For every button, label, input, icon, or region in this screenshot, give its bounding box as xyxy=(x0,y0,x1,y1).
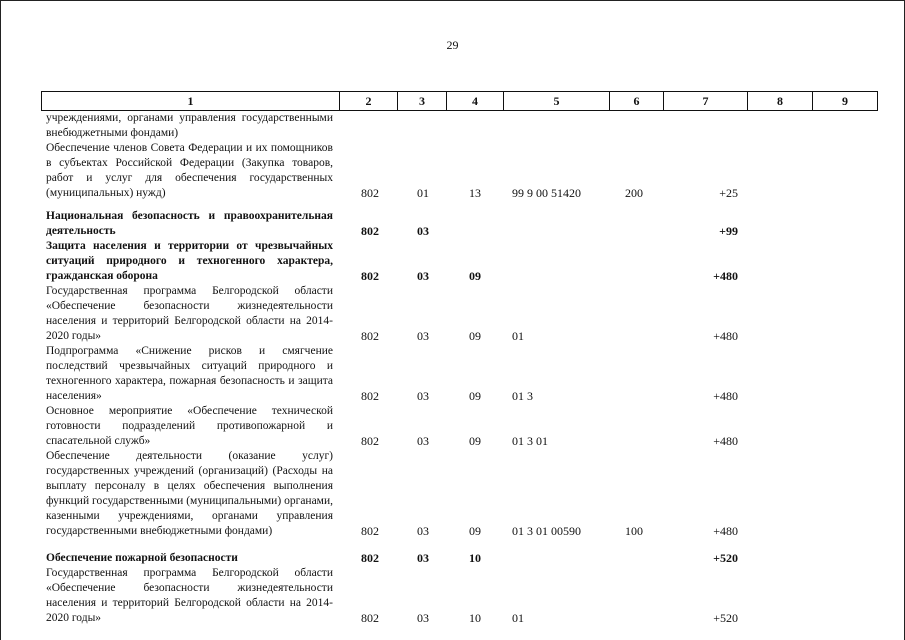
amount-change: +480 xyxy=(713,434,738,448)
table-row xyxy=(0,239,905,284)
amount-change: +480 xyxy=(713,269,738,283)
column-header-1: 1 xyxy=(42,92,340,111)
section-code: 03 xyxy=(417,389,429,403)
ministry-code: 802 xyxy=(361,551,379,565)
column-header-5: 5 xyxy=(504,92,610,111)
subsection-code: 09 xyxy=(469,329,481,343)
subsection-code: 10 xyxy=(469,551,481,565)
ministry-code: 802 xyxy=(361,269,379,283)
expense-type-code: 200 xyxy=(625,186,643,200)
table-row xyxy=(0,551,905,566)
column-header-2: 2 xyxy=(340,92,398,111)
subsection-code: 09 xyxy=(469,434,481,448)
table-row xyxy=(0,449,905,539)
section-code: 03 xyxy=(417,224,429,238)
subsection-code: 09 xyxy=(469,269,481,283)
amount-change: +25 xyxy=(719,186,738,200)
table-row xyxy=(0,566,905,626)
subsection-code: 13 xyxy=(469,186,481,200)
table-row xyxy=(0,344,905,404)
ministry-code: 802 xyxy=(361,524,379,538)
column-header-6: 6 xyxy=(610,92,664,111)
subsection-code: 10 xyxy=(469,611,481,625)
row-description: Обеспечение деятельности (оказание услуг) государственных учреждений (организаций) (Расходы на выплату персоналу в целях обеспечения выполнения функций государственными (муниципальными) органами, казенными учреждениями, органами управления государственными внебюджетными фондами) xyxy=(46,450,333,537)
target-article-code: 01 xyxy=(512,611,524,625)
ministry-code: 802 xyxy=(361,434,379,448)
target-article-code: 01 3 01 00590 xyxy=(512,524,581,538)
table-row xyxy=(0,141,905,201)
amount-change: +520 xyxy=(713,551,738,565)
page-border-top xyxy=(0,0,905,1)
amount-change: +480 xyxy=(713,524,738,538)
amount-change: +480 xyxy=(713,389,738,403)
section-code: 01 xyxy=(417,186,429,200)
row-description: Государственная программа Белгородской области «Обеспечение безопасности жизнедеятельности населения и территорий Белгородской области на 2014-2020 годы» xyxy=(46,285,333,342)
column-header-3: 3 xyxy=(398,92,447,111)
row-description: Основное мероприятие «Обеспечение технической готовности подразделений противопожарной и спасательной служб» xyxy=(46,405,333,447)
page-number: 29 xyxy=(446,38,459,52)
column-header-8: 8 xyxy=(748,92,813,111)
row-description: Защита населения и территории от чрезвычайных ситуаций природного и техногенного характера, гражданская оборона xyxy=(46,240,333,282)
ministry-code: 802 xyxy=(361,329,379,343)
section-code: 03 xyxy=(417,524,429,538)
column-header-9: 9 xyxy=(813,92,878,111)
table-row xyxy=(0,284,905,344)
row-description: Подпрограмма «Снижение рисков и смягчение последствий чрезвычайных ситуаций природного и техногенного характера, пожарная безопасность и защита населения» xyxy=(46,345,333,402)
section-code: 03 xyxy=(417,434,429,448)
target-article-code: 01 xyxy=(512,329,524,343)
column-header-4: 4 xyxy=(447,92,504,111)
subsection-code: 09 xyxy=(469,524,481,538)
table-row xyxy=(0,209,905,239)
ministry-code: 802 xyxy=(361,186,379,200)
row-description: Обеспечение членов Совета Федерации и их помощников в субъектах Российской Федерации (Закупка товаров, работ и услуг для обеспечения государственных (муниципальных) нужд) xyxy=(46,142,333,199)
ministry-code: 802 xyxy=(361,224,379,238)
subsection-code: 09 xyxy=(469,389,481,403)
row-description: Обеспечение пожарной безопасности xyxy=(46,552,238,564)
column-header-row xyxy=(41,91,878,111)
column-header-7: 7 xyxy=(664,92,748,111)
amount-change: +520 xyxy=(713,611,738,625)
budget-table-body xyxy=(0,111,905,626)
expense-type-code: 100 xyxy=(625,524,643,538)
target-article-code: 99 9 00 51420 xyxy=(512,186,581,200)
table-row xyxy=(0,111,905,141)
ministry-code: 802 xyxy=(361,389,379,403)
target-article-code: 01 3 01 xyxy=(512,434,548,448)
amount-change: +480 xyxy=(713,329,738,343)
target-article-code: 01 3 xyxy=(512,389,533,403)
amount-change: +99 xyxy=(719,224,738,238)
section-code: 03 xyxy=(417,329,429,343)
row-description: Национальная безопасность и правоохранительная деятельность xyxy=(46,210,333,237)
row-description: учреждениями, органами управления государственными внебюджетными фондами) xyxy=(46,112,333,139)
section-code: 03 xyxy=(417,269,429,283)
ministry-code: 802 xyxy=(361,611,379,625)
section-code: 03 xyxy=(417,611,429,625)
section-code: 03 xyxy=(417,551,429,565)
table-row xyxy=(0,404,905,449)
row-description: Государственная программа Белгородской области «Обеспечение безопасности жизнедеятельности населения и территорий Белгородской области на 2014-2020 годы» xyxy=(46,567,333,624)
